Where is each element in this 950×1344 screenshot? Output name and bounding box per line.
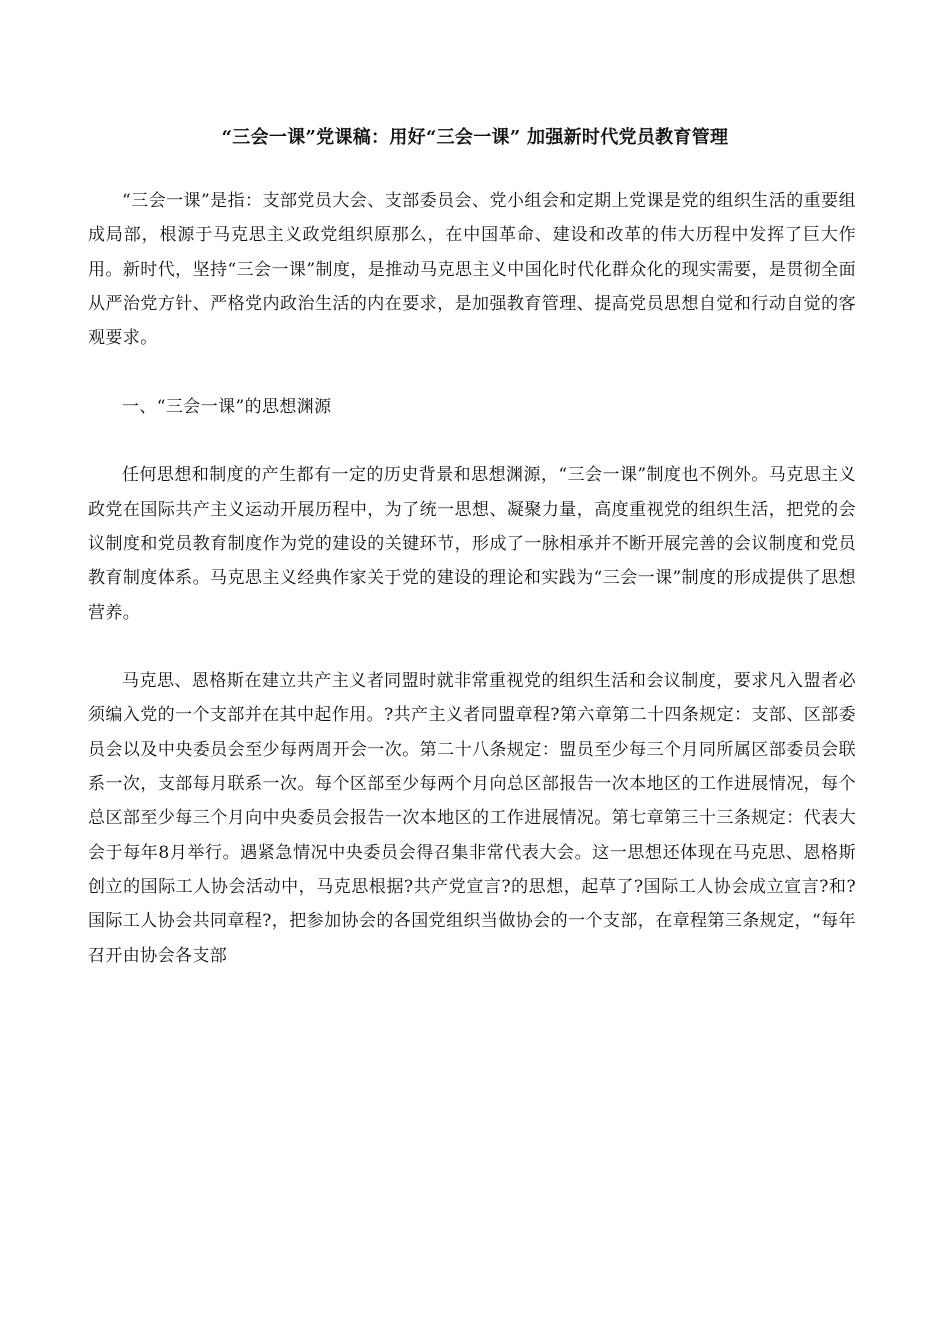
intro-paragraph: “三会一课”是指：支部党员大会、支部委员会、党小组会和定期上党课是党的组织生活的重要组成局部，根源于马克思主义政党组织原那么，在中国革命、建设和改革的伟大历程中发挥了巨大作用。新时代，坚持“三会一课”制度，是推动马克思主义中国化时代化群众化的现实需要，是贯彻全面从严治党方针、严格党内政治生活的内在要求，是加强教育管理、提高党员思想自觉和行动自觉的客观要求。	[88, 191, 856, 349]
page-title: “三会一课”党课稿：用好“三会一课” 加强新时代党员教育管理	[221, 127, 729, 148]
section-heading-1: 一、“三会一课”的思想渊源	[122, 396, 332, 417]
document-body	[88, 184, 856, 973]
section-1-paragraph-1: 任何思想和制度的产生都有一定的历史背景和思想渊源，“三会一课”制度也不例外。马克思主义政党在国际共产主义运动开展历程中，为了统一思想、凝聚力量，高度重视党的组织生活，把党的会议制度和党员教育制度作为党的建设的关键环节，形成了一脉相承并不断开展完善的会议制度和党员教育制度体系。马克思主义经典作家关于党的建设的理论和实践为“三会一课”制度的形成提供了思想营养。	[88, 465, 856, 623]
section-1-paragraph-2: 马克思、恩格斯在建立共产主义者同盟时就非常重视党的组织生活和会议制度，要求凡入盟者必须编入党的一个支部并在其中起作用。?共产主义者同盟章程?第六章第二十四条规定：支部、区部委员会以及中央委员会至少每两周开会一次。第二十八条规定：盟员至少每三个月同所属区部委员会联系一次，支部每月联系一次。每个区部至少每两个月向总区部报告一次本地区的工作进展情况，每个总区部至少每三个月向中央委员会报告一次本地区的工作进展情况。第七章第三十三条规定：代表大会于每年8月举行。遇紧急情况中央委员会得召集非常代表大会。这一思想还体现在马克思、恩格斯创立的国际工人协会活动中，马克思根据?共产党宣言?的思想，起草了?国际工人协会成立宣言?和?国际工人协会共同章程?，把参加协会的各国党组织当做协会的一个支部，在章程第三条规定，“每年召开由协会各支部	[88, 671, 856, 966]
